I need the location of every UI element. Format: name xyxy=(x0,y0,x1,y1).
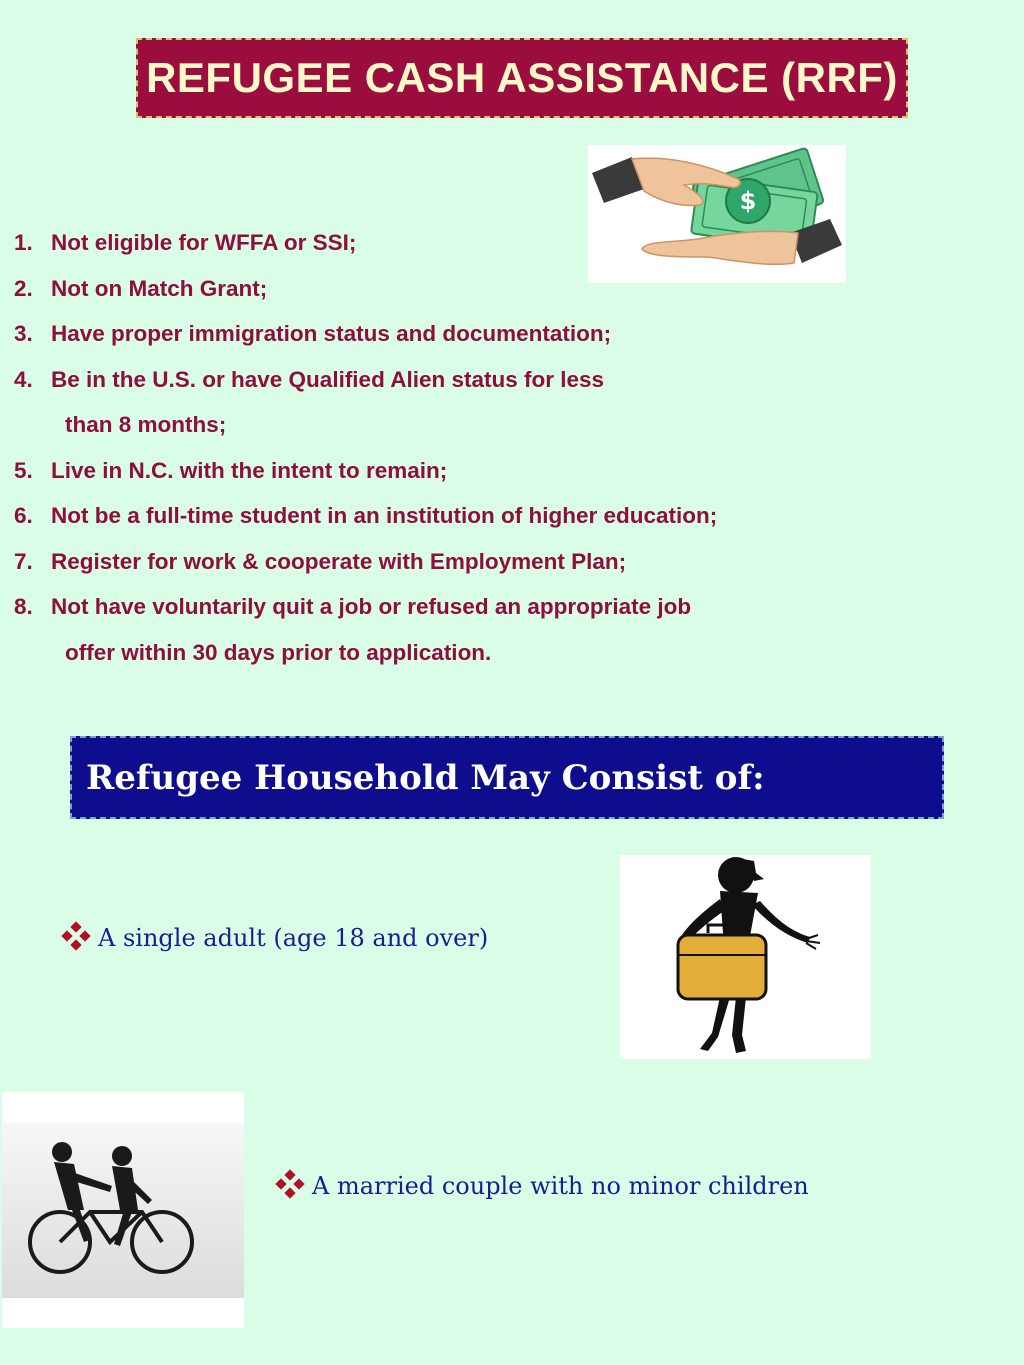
list-item-text: Not on Match Grant; xyxy=(51,275,268,301)
list-number: 3. xyxy=(14,321,33,346)
list-item-text: Not be a full-time student in an institution of higher education; xyxy=(51,503,718,528)
list-number: 5. xyxy=(14,457,33,483)
list-item-text: Not eligible for WFFA or SSI; xyxy=(51,230,357,255)
list-number: 4. xyxy=(14,366,33,392)
list-number: 2. xyxy=(14,275,33,301)
list-item-text: Be in the U.S. or have Qualified Alien status for less xyxy=(51,366,605,392)
diamond-bullet-icon xyxy=(58,920,94,956)
list-item xyxy=(14,220,914,266)
svg-text:$: $ xyxy=(739,187,757,215)
list-item xyxy=(14,311,914,357)
page-title: REFUGEE CASH ASSISTANCE (RRF) xyxy=(146,54,898,101)
subheading: Refugee Household May Consist of: xyxy=(86,757,765,798)
list-item xyxy=(14,493,914,539)
title-banner xyxy=(136,38,908,118)
requirements-list xyxy=(14,220,914,675)
bullet-item-married-couple xyxy=(272,1168,809,1204)
list-item xyxy=(14,448,914,494)
list-item-text: Have proper immigration status and documentation; xyxy=(51,321,612,346)
list-item-continuation: than 8 months; xyxy=(65,412,227,437)
list-item xyxy=(14,539,914,585)
list-item-text: Not have voluntarily quit a job or refused an appropriate job xyxy=(51,594,692,619)
bullet-text: A married couple with no minor children xyxy=(312,1172,809,1200)
list-number: 7. xyxy=(14,548,33,574)
list-item-text: Live in N.C. with the intent to remain; xyxy=(51,457,448,483)
list-number: 6. xyxy=(14,503,33,528)
list-item-continuation: offer within 30 days prior to application. xyxy=(65,639,492,665)
bullet-text: A single adult (age 18 and over) xyxy=(98,924,489,952)
bullet-item-single-adult xyxy=(58,920,488,956)
diamond-bullet-icon xyxy=(272,1168,308,1204)
couple-on-tandem-bicycle-photo xyxy=(2,1092,244,1328)
list-number: 8. xyxy=(14,594,33,619)
subheading-banner xyxy=(70,736,944,819)
list-item-text: Register for work & cooperate with Employment Plan; xyxy=(51,548,627,574)
list-item xyxy=(14,357,914,403)
person-with-suitcase-icon xyxy=(620,855,871,1059)
list-number: 1. xyxy=(14,230,33,255)
list-item xyxy=(14,584,914,630)
list-item xyxy=(14,266,914,312)
